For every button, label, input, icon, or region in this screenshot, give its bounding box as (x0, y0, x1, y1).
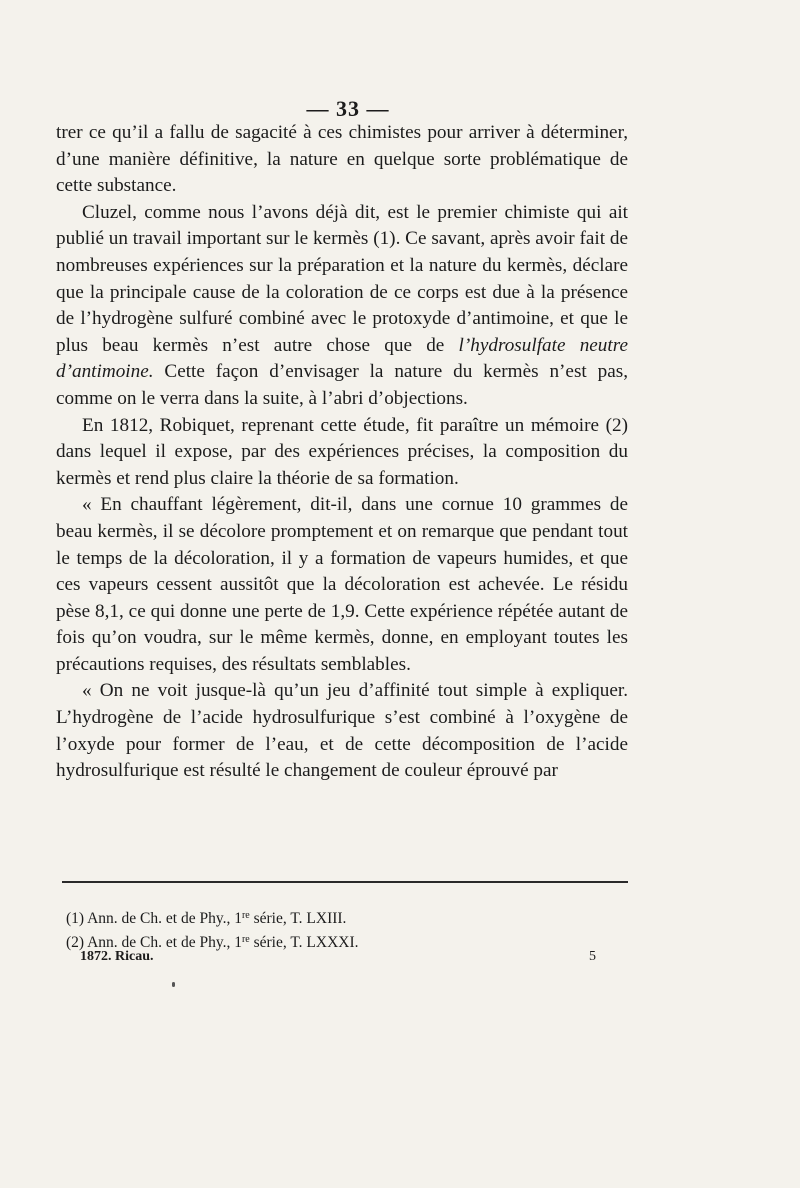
footnote-text: série, T. LXXXI. (249, 934, 359, 951)
paragraph (56, 200, 628, 413)
imprint-year-printer: 1872. Ricau. (80, 949, 154, 964)
footnotes (66, 905, 606, 953)
paragraph (56, 120, 628, 200)
signature-mark: 5 (589, 949, 596, 964)
paragraph-text: trer ce qu’il a fallu de sagacité à ces chimistes pour arriver à déterminer, d’une manière définitive, la nature en quelque sorte problématique de cette substance. (56, 122, 628, 197)
paragraph-text: En 1812, Robiquet, reprenant cette étude, fit paraître un mémoire (2) dans lequel il expose, par des expériences précises, la composition du kermès et rend plus claire la théorie de sa formation. (56, 414, 628, 489)
footnote-text: Ann. de Ch. et de Phy., 1 (87, 910, 242, 927)
print-speck (172, 982, 175, 987)
printer-imprint (80, 949, 596, 965)
footnote-text: série, T. LXIII. (249, 910, 347, 927)
paragraph-text: « On ne voit jusque-là qu’un jeu d’affinité tout simple à expliquer. L’hydrogène de l’acide hydrosulfurique s’est combiné à l’oxygène de l’oxyde pour former de l’eau, et de cette décomposition de l’acide hydrosulfurique est résulté le changement de couleur éprouvé par (56, 680, 628, 782)
page-number: — 33 — (306, 96, 390, 121)
paragraph (56, 413, 628, 493)
paragraph-text: Cette façon d’envisager la nature du kermès n’est pas, comme on le verra dans la suite, à l’abri d’objections. (56, 361, 628, 409)
footnote-superscript: re (241, 934, 250, 945)
italic-text: l’hydrosulfate neutre d’antimoine. (56, 334, 628, 383)
footnote (66, 905, 606, 929)
paragraph-text: Cluzel, comme nous l’avons déjà dit, est le premier chimiste qui ait publié un travail important sur le kermès (1). Ce savant, après avoir fait de nombreuses expériences sur la préparation et la nature du kermès, déclare que la principale cause de la coloration de ce corps est due à la présence de l’hydrogène sulfuré combiné avec le protoxyde d’antimoine, et que le plus beau kermès n’est autre chose que de (56, 201, 628, 356)
paragraph (56, 492, 628, 678)
footnote-mark: (2) (66, 934, 85, 951)
footnote-superscript: re (241, 910, 250, 921)
footnote-mark: (1) (66, 910, 85, 927)
body-text (56, 120, 628, 785)
footnote-text: Ann. de Ch. et de Phy., 1 (87, 934, 242, 951)
paragraph-text: « En chauffant légèrement, dit-il, dans une cornue 10 grammes de beau kermès, il se décolore promptement et on remarque que pendant tout le temps de la décoloration, il y a formation de vapeurs humides, et que ces vapeurs cessent aussitôt que la décoloration est achevée. Le résidu pèse 8,1, ce qui donne une perte de 1,9. Cette expérience répétée autant de fois qu’on voudra, sur le même kermès, donne, en employant toutes les précautions requises, des résultats semblables. (56, 494, 628, 675)
footnote-divider (62, 881, 628, 883)
paragraph (56, 678, 628, 784)
